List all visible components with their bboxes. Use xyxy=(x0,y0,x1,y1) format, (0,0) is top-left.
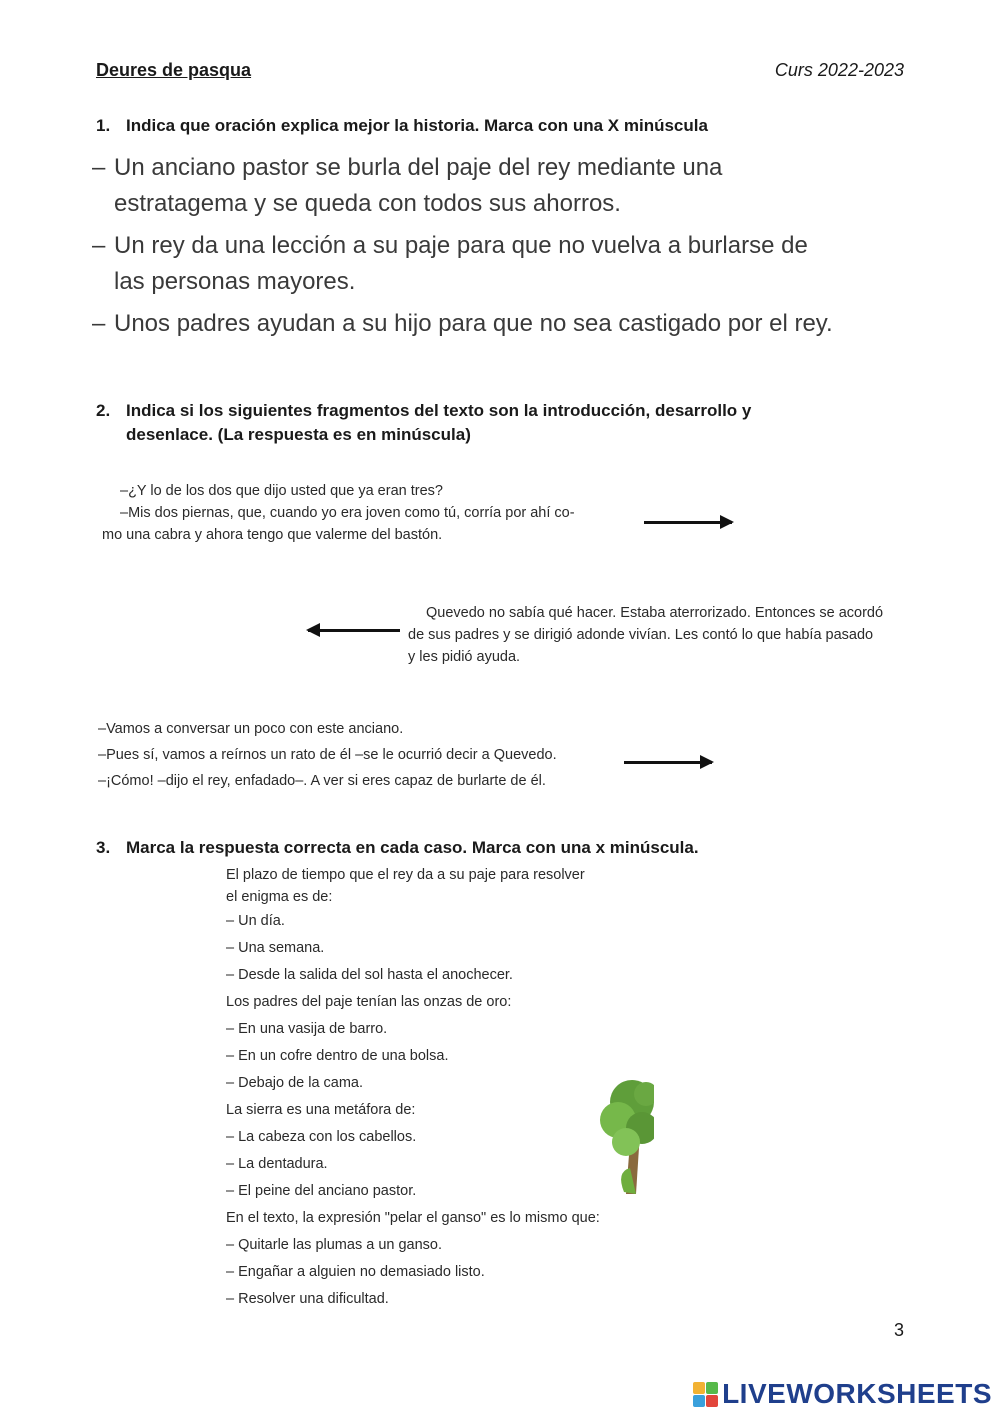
q3-title xyxy=(96,836,699,860)
q2-title xyxy=(96,399,916,447)
q3-q1-option-3[interactable]: – Desde la salida del sol hasta el anochecer. xyxy=(226,967,513,983)
liveworksheets-logo-icon xyxy=(693,1382,718,1407)
q1-title-text: Indica que oración explica mejor la historia. Marca con una X minúscula xyxy=(126,116,708,135)
fragment-2-line-3: y les pidió ayuda. xyxy=(408,649,521,665)
q1-option-1[interactable]: – Un anciano pastor se burla del paje del rey mediante una estratagema y se queda con todos sus ahorros. xyxy=(92,150,932,222)
school-year: Curs 2022-2023 xyxy=(774,60,904,80)
q3-q1-stem-line2: el enigma es de: xyxy=(226,889,333,905)
q3-title-text: Marca la respuesta correcta en cada caso. Marca con una x minúscula. xyxy=(126,838,699,857)
page-number: 3 xyxy=(893,1320,904,1340)
q1-option-3-line1: Unos padres ayudan a su hijo para que no sea castigado por el rey. xyxy=(114,310,833,337)
q3-q1-option-2[interactable]: – Una semana. xyxy=(226,940,325,956)
q3-q3-option-2[interactable]: – La dentadura. xyxy=(226,1156,328,1172)
q3-q2-stem: Los padres del paje tenían las onzas de oro: xyxy=(226,994,512,1010)
fragment-2-line-2: de sus padres y se dirigió adonde vivían. Les contó lo que había pasado xyxy=(408,627,874,643)
tree-illustration xyxy=(596,1072,656,1194)
q2-title-line1: Indica si los siguientes fragmentos del texto son la introducción, desarrollo y xyxy=(126,401,752,420)
fragment-3-line-1: –Vamos a conversar un poco con este anciano. xyxy=(98,721,404,737)
fragment-2-line-1: Quevedo no sabía qué hacer. Estaba aterrorizado. Entonces se acordó xyxy=(426,605,884,621)
fragment-3-arrow-right xyxy=(624,761,712,764)
q2-fragment-1 xyxy=(102,480,662,546)
liveworksheets-logo xyxy=(693,1378,992,1410)
q1-title xyxy=(96,114,708,138)
q3-q4-option-2[interactable]: – Engañar a alguien no demasiado listo. xyxy=(226,1264,485,1280)
q1-option-1-line2: estratagema y se queda con todos sus ahorros. xyxy=(114,190,621,217)
fragment-1-line-2: –Mis dos piernas, que, cuando yo era joven como tú, corría por ahí co- xyxy=(120,505,575,521)
q2-fragment-3 xyxy=(98,716,658,794)
q3-question-1 xyxy=(226,864,666,989)
q1-option-1-line1: Un anciano pastor se burla del paje del rey mediante una xyxy=(114,154,723,181)
fragment-2-arrow-left xyxy=(308,629,400,632)
q3-q2-option-3[interactable]: – Debajo de la cama. xyxy=(226,1075,364,1091)
q1-number: 1. xyxy=(96,116,111,135)
fragment-1-line-3: mo una cabra y ahora tengo que valerme del bastón. xyxy=(102,527,443,543)
q3-q1-stem-line1: El plazo de tiempo que el rey da a su paje para resolver xyxy=(226,867,585,883)
q2-title-line2: desenlace. (La respuesta es en minúscula) xyxy=(126,425,471,444)
q3-q4-stem: En el texto, la expresión "pelar el ganso" es lo mismo que: xyxy=(226,1210,600,1226)
q1-option-2-line1: Un rey da una lección a su paje para que no vuelva a burlarse de xyxy=(114,232,808,259)
q3-question-4 xyxy=(226,1205,666,1313)
q1-option-2[interactable]: – Un rey da una lección a su paje para que no vuelva a burlarse de las personas mayores. xyxy=(92,228,932,300)
q3-q4-option-1[interactable]: – Quitarle las plumas a un ganso. xyxy=(226,1237,443,1253)
q1-option-2-line2: las personas mayores. xyxy=(114,268,356,295)
q1-option-3[interactable]: – Unos padres ayudan a su hijo para que no sea castigado por el rey. xyxy=(92,310,833,337)
q1-options xyxy=(92,150,932,342)
worksheet-title: Deures de pasqua xyxy=(96,60,252,80)
q3-q3-stem: La sierra es una metáfora de: xyxy=(226,1102,416,1118)
q3-q3-option-1[interactable]: – La cabeza con los cabellos. xyxy=(226,1129,417,1145)
q3-q1-option-1[interactable]: – Un día. xyxy=(226,913,285,929)
fragment-3-line-3: –¡Cómo! –dijo el rey, enfadado–. A ver si eres capaz de burlarte de él. xyxy=(98,773,546,789)
q3-number: 3. xyxy=(96,838,111,857)
q3-q2-option-2[interactable]: – En un cofre dentro de una bolsa. xyxy=(226,1048,449,1064)
q3-q4-option-3[interactable]: – Resolver una dificultad. xyxy=(226,1291,389,1307)
q2-fragment-2 xyxy=(408,602,968,668)
fragment-1-arrow-right xyxy=(644,521,732,524)
fragment-1-line-1: –¿Y lo de los dos que dijo usted que ya eran tres? xyxy=(120,483,443,499)
q2-number: 2. xyxy=(96,401,111,420)
brand-text: LIVEWORKSHEETS xyxy=(722,1378,992,1409)
q3-q2-option-1[interactable]: – En una vasija de barro. xyxy=(226,1021,388,1037)
q3-q3-option-3[interactable]: – El peine del anciano pastor. xyxy=(226,1183,417,1199)
fragment-3-line-2: –Pues sí, vamos a reírnos un rato de él –se le ocurrió decir a Quevedo. xyxy=(98,747,557,763)
